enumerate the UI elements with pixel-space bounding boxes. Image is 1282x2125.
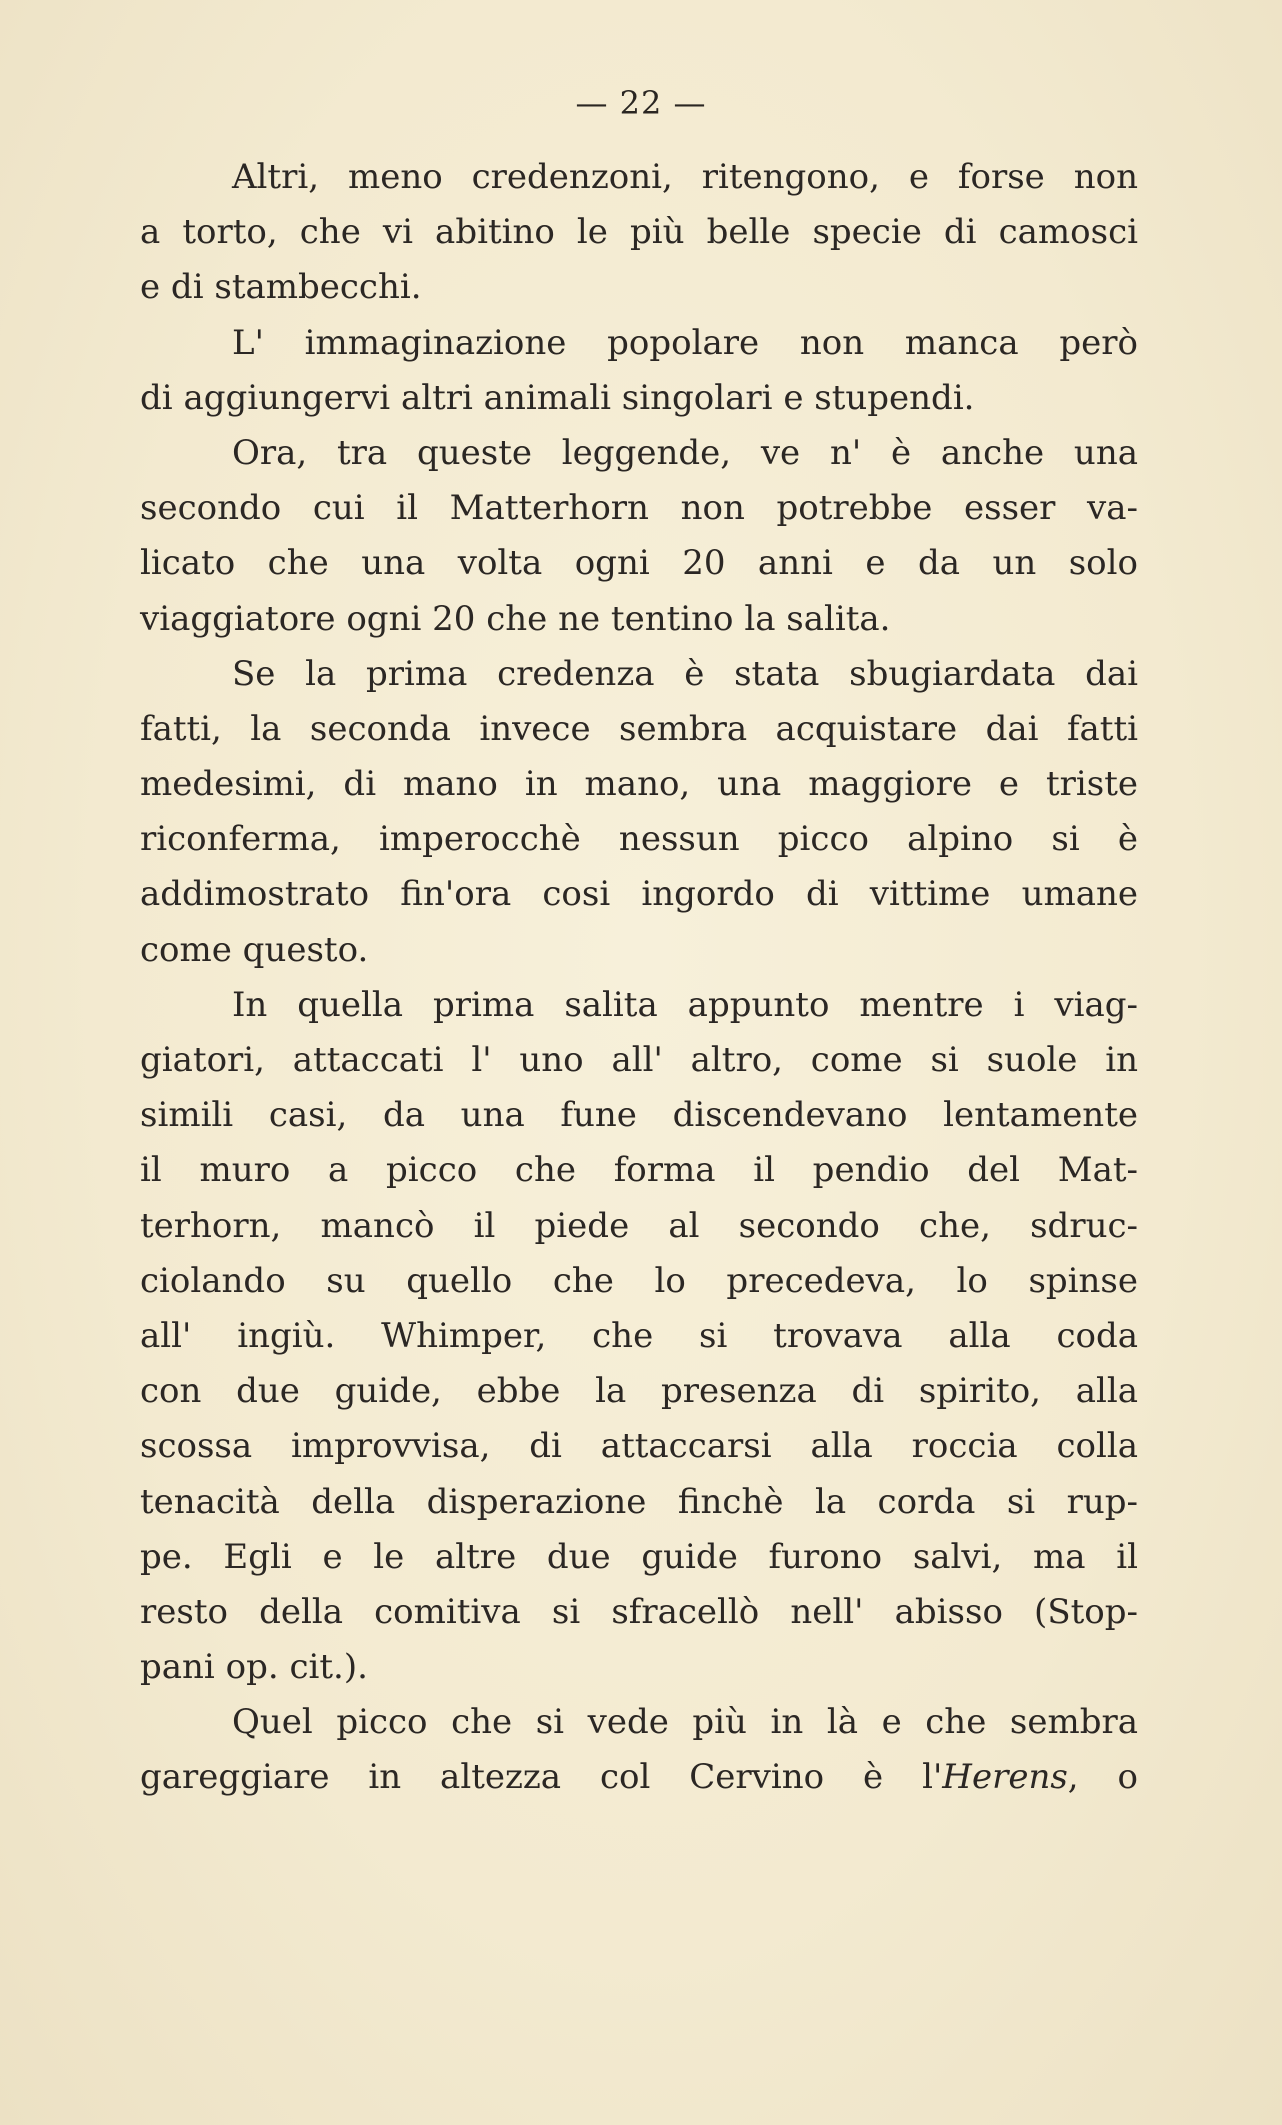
text-line: secondo cui il Matterhorn non potrebbe esser va- <box>140 488 1138 529</box>
text-line: Quel picco che si vede più in là e che sembra <box>232 1702 1138 1743</box>
italic-place-name: Herens <box>942 1757 1068 1798</box>
text-line: Ora, tra queste leggende, ve n' è anche una <box>232 432 1138 473</box>
text-line: ciolando su quello che lo precedeva, lo spinse <box>140 1260 1138 1301</box>
page-number: — 22 — <box>575 84 707 122</box>
text-line: con due guide, ebbe la presenza di spirito, alla <box>140 1371 1138 1412</box>
text-line: all' ingiù. Whimper, che si trovava alla coda <box>140 1315 1138 1356</box>
text-line: e di stambecchi. <box>140 267 422 308</box>
text-line: medesimi, di mano in mano, una maggiore e triste <box>140 764 1138 805</box>
text-line: riconferma, imperocchè nessun picco alpino si è <box>140 819 1138 860</box>
text-line: licato che una volta ogni 20 anni e da un solo <box>140 543 1138 584</box>
text-segment: gareggiare in altezza col Cervino è l' <box>140 1757 943 1798</box>
text-line-mixed <box>140 1750 1138 1805</box>
text-line: pe. Egli e le altre due guide furono salvi, ma il <box>140 1536 1138 1577</box>
text-line: L' immaginazione popolare non manca però <box>232 322 1138 363</box>
text-line: terhorn, mancò il piede al secondo che, sdruc- <box>140 1205 1138 1246</box>
text-line: Se la prima credenza è stata sbugiardata dai <box>232 653 1138 694</box>
text-line: di aggiungervi altri animali singolari e stupendi. <box>140 377 975 418</box>
text-line: fatti, la seconda invece sembra acquistare dai fatti <box>140 708 1138 749</box>
text-line: il muro a picco che forma il pendio del Mat- <box>140 1150 1138 1191</box>
text-segment: , o <box>1067 1757 1138 1798</box>
text-line: In quella prima salita appunto mentre i viag- <box>232 984 1138 1025</box>
text-line: tenacità della disperazione finchè la corda si rup- <box>140 1481 1138 1522</box>
text-line: come questo. <box>140 929 369 970</box>
text-line: pani op. cit.). <box>140 1647 368 1688</box>
text-line: simili casi, da una fune discendevano lentamente <box>140 1095 1138 1136</box>
text-line: a torto, che vi abitino le più belle specie di camosci <box>140 212 1138 253</box>
text-line: viaggiatore ogni 20 che ne tentino la salita. <box>140 598 891 639</box>
text-line: resto della comitiva si sfracellò nell' abisso (Stop- <box>140 1591 1138 1632</box>
body-text <box>140 150 1138 1806</box>
text-line: scossa improvvisa, di attaccarsi alla roccia colla <box>140 1426 1138 1467</box>
text-line: giatori, attaccati l' uno all' altro, come si suole in <box>140 1040 1138 1080</box>
text-line: addimostrato fin'ora cosi ingordo di vittime umane <box>140 874 1138 915</box>
text-line: Altri, meno credenzoni, ritengono, e forse non <box>232 157 1138 197</box>
